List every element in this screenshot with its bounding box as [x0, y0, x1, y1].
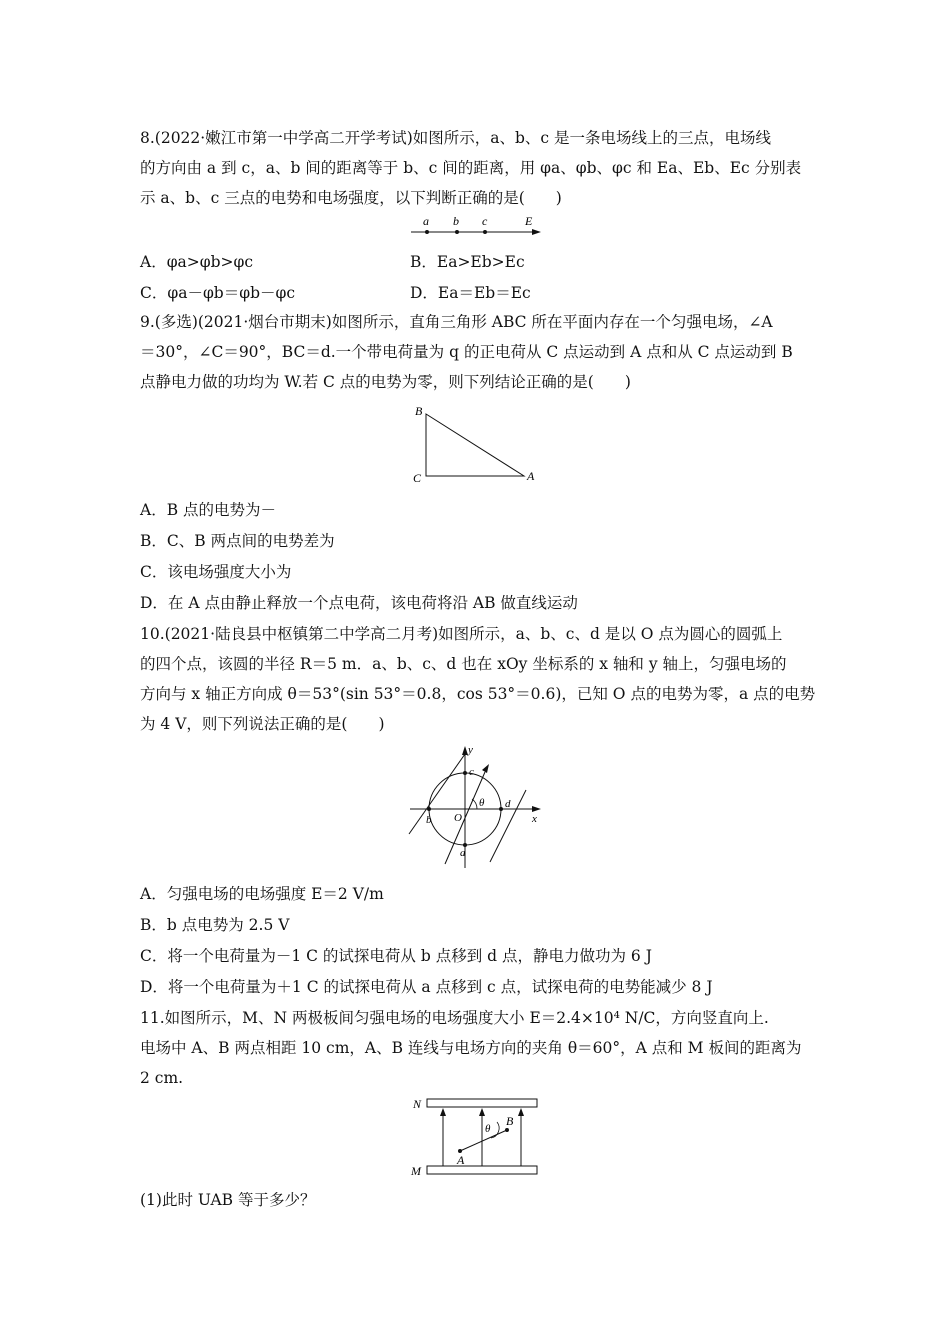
q9-label-B: B: [415, 404, 423, 418]
q8-option-A: A．φa>φb>φc: [140, 253, 254, 271]
q11-label-M: M: [411, 1164, 421, 1178]
q8-line-3: 示 a、b、c 三点的电势和电场强度，以下判断正确的是( ): [140, 189, 562, 207]
q8-line-2: 的方向由 a 到 c，a、b 间的距离等于 b、c 间的距离，用 φa、φb、φc 和 Ea、Eb、Ec 分别表: [140, 159, 802, 177]
q8-label-c: c: [482, 214, 488, 228]
q11-line-3: 2 cm.: [140, 1069, 184, 1087]
q9-line-1: 9.(多选)(2021·烟台市期末)如图所示，直角三角形 ABC 所在平面内存在一个匀强电场，∠A: [140, 313, 773, 331]
q8-field-line-figure: [405, 213, 545, 239]
q11-label-N: N: [413, 1097, 422, 1111]
q10-option-C: C．将一个电荷量为－1 C 的试探电荷从 b 点移到 d 点，静电力做功为 6 J: [140, 947, 652, 965]
q8-option-D: D．Ea＝Eb＝Ec: [410, 284, 531, 302]
q8-label-a: a: [423, 214, 429, 228]
q11-label-theta: θ: [485, 1123, 491, 1135]
q11-label-A: A: [457, 1153, 465, 1167]
q8-option-B: B．Ea>Eb>Ec: [410, 253, 525, 271]
q9-label-A: A: [527, 469, 535, 483]
q10-line-1: 10.(2021·陆良县中枢镇第二中学高二月考)如图所示，a、b、c、d 是以 O 点为圆心的圆弧上: [140, 625, 783, 643]
q11-subquestion-1: (1)此时 UAB 等于多少？: [140, 1191, 316, 1209]
q8-option-C: C．φa－φb＝φb－φc: [140, 284, 296, 302]
q10-circle-figure: [405, 742, 550, 872]
q9-option-C: C．该电场强度大小为: [140, 563, 292, 581]
q10-label-theta: θ: [479, 797, 485, 809]
q9-line-2: ＝30°，∠C＝90°，BC＝d.一个带电荷量为 q 的正电荷从 C 点运动到 A 点和从 C 点运动到 B: [140, 343, 793, 361]
q11-line-1: 11.如图所示，M、N 两极板间匀强电场的电场强度大小 E＝2.4×10⁴ N/C，方向竖直向上.: [140, 1009, 769, 1027]
q10-label-y: y: [468, 744, 473, 756]
q10-label-b: b: [426, 814, 432, 826]
q10-label-a: a: [460, 847, 466, 859]
q10-option-B: B．b 点电势为 2.5 V: [140, 916, 290, 934]
q10-option-D: D．将一个电荷量为＋1 C 的试探电荷从 a 点移到 c 点，试探电荷的电势能减少 8 J: [140, 978, 713, 996]
q9-option-D: D．在 A 点由静止释放一个点电荷，该电荷将沿 AB 做直线运动: [140, 594, 578, 612]
q9-option-B: B．C、B 两点间的电势差为: [140, 532, 335, 550]
q9-label-C: C: [413, 471, 422, 485]
q10-line-4: 为 4 V，则下列说法正确的是( ): [140, 715, 385, 733]
q10-line-2: 的四个点，该圆的半径 R＝5 m．a、b、c、d 也在 xOy 坐标系的 x 轴和 y 轴上，匀强电场的: [140, 655, 787, 673]
q9-option-A: A．B 点的电势为－: [140, 501, 277, 519]
q11-line-2: 电场中 A、B 两点相距 10 cm，A、B 连线与电场方向的夹角 θ＝60°，A 点和 M 板间的距离为: [140, 1039, 802, 1057]
q9-triangle-figure: [405, 400, 555, 490]
q10-label-x: x: [532, 813, 537, 825]
q8-label-b: b: [453, 214, 459, 228]
q8-line-1: 8.(2022·嫩江市第一中学高二开学考试)如图所示，a、b、c 是一条电场线上的三点，电场线: [140, 129, 772, 147]
q10-option-A: A．匀强电场的电场强度 E＝2 V/m: [140, 885, 384, 903]
q11-plates-figure: [405, 1094, 550, 1180]
q10-line-3: 方向与 x 轴正方向成 θ＝53°(sin 53°＝0.8，cos 53°＝0.6)，已知 O 点的电势为零，a 点的电势: [140, 685, 816, 703]
q11-label-B: B: [506, 1114, 514, 1128]
q9-line-3: 点静电力做的功均为 W.若 C 点的电势为零，则下列结论正确的是( ): [140, 373, 631, 391]
q8-label-E: E: [525, 214, 533, 228]
q10-label-d: d: [505, 798, 511, 810]
q10-label-c: c: [469, 766, 474, 778]
q10-label-O: O: [454, 812, 462, 824]
